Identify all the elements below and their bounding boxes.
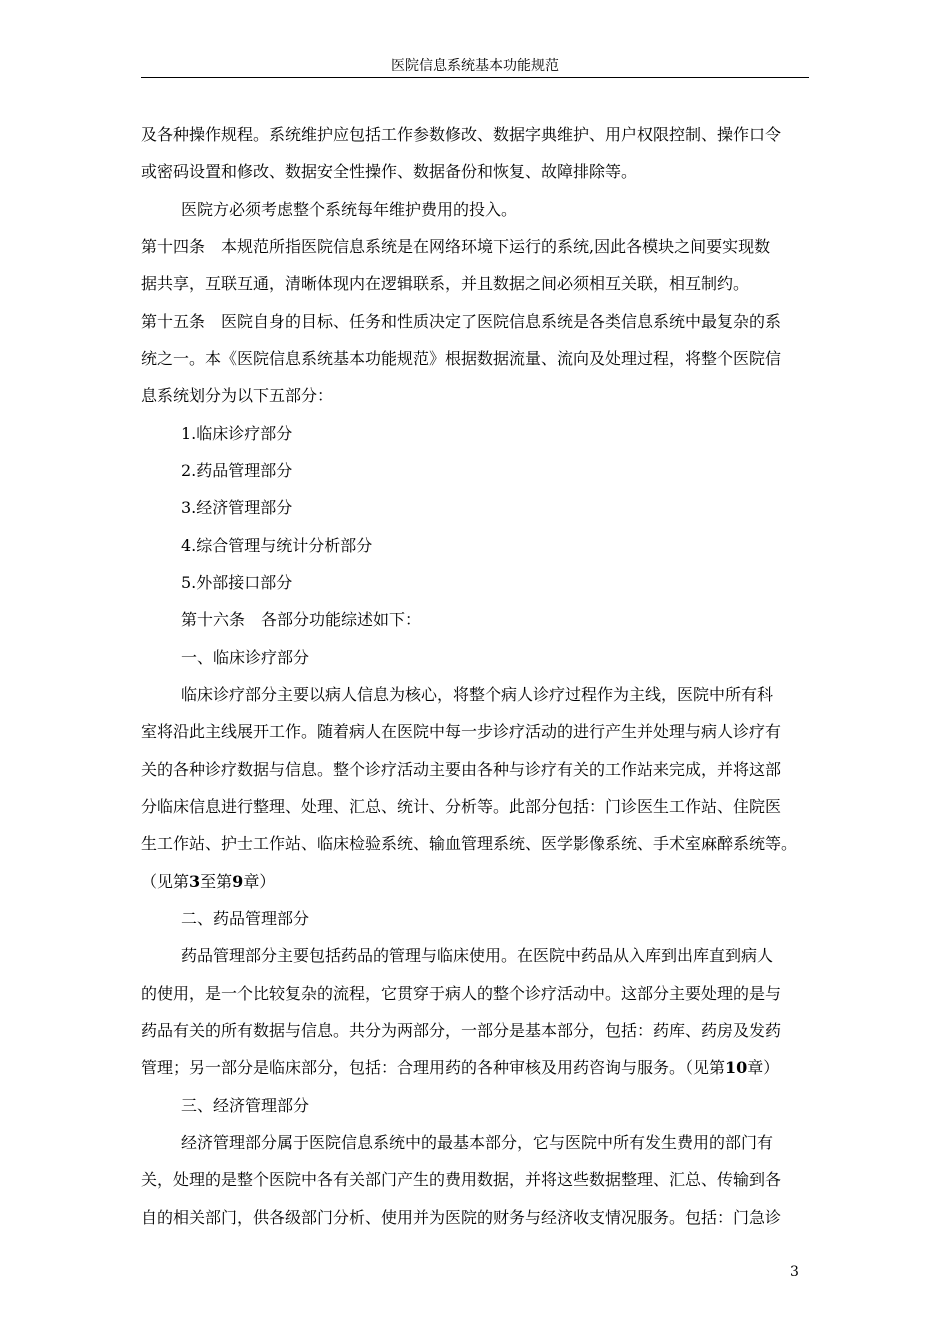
list-item: 4.综合管理与统计分析部分: [181, 536, 373, 555]
section-heading: 三、经济管理部分: [181, 1096, 310, 1115]
running-header: 医院信息系统基本功能规范: [391, 58, 559, 74]
list-item: 3.经济管理部分: [181, 498, 293, 517]
text-line: 分临床信息进行整理、处理、汇总、统计、分析等。此部分包括：门诊医生工作站、住院医: [141, 797, 782, 816]
list-item: 1.临床诊疗部分: [181, 424, 293, 443]
text-line: 关，处理的是整个医院中各有关部门产生的费用数据，并将这些数据整理、汇总、传输到各: [141, 1170, 782, 1189]
list-item: 2.药品管理部分: [181, 461, 293, 480]
section-heading: 二、药品管理部分: [181, 909, 310, 928]
text-line: 据共享，互联互通，清晰体现内在逻辑联系，并且数据之间必须相互关联，相互制约。: [141, 274, 750, 293]
text-line: 统之一。本《医院信息系统基本功能规范》根据数据流量、流向及处理过程，将整个医院信: [141, 349, 782, 368]
text-line: 及各种操作规程。系统维护应包括工作参数修改、数据字典维护、用户权限控制、操作口令: [141, 125, 782, 144]
text-line: 室将沿此主线展开工作。随着病人在医院中每一步诊疗活动的进行产生并处理与病人诊疗有: [141, 722, 782, 741]
text-line: 自的相关部门，供各级部门分析、使用并为医院的财务与经济收支情况服务。包括：门急诊: [141, 1208, 782, 1227]
chapter-reference: （见第3至第9章）: [141, 872, 276, 891]
text-line: 管理；另一部分是临床部分，包括：合理用药的各种审核及用药咨询与服务。（见第10章）: [141, 1058, 780, 1077]
text-line: 息系统划分为以下五部分：: [141, 386, 334, 405]
page-number: 3: [790, 1264, 799, 1280]
section-heading: 一、临床诊疗部分: [181, 648, 310, 667]
text-line: 药品有关的所有数据与信息。共分为两部分，一部分是基本部分，包括：药库、药房及发药: [141, 1021, 782, 1040]
text-line: 关的各种诊疗数据与信息。整个诊疗活动主要由各种与诊疗有关的工作站来完成，并将这部: [141, 760, 782, 779]
header-rule: [141, 77, 809, 78]
text-line: 的使用，是一个比较复杂的流程，它贯穿于病人的整个诊疗活动中。这部分主要处理的是与: [141, 984, 782, 1003]
article-14-line: 第十四条 本规范所指医院信息系统是在网络环境下运行的系统,因此各模块之间要实现数: [141, 237, 771, 256]
article-16-line: 第十六条 各部分功能综述如下：: [181, 610, 422, 629]
text-line: 临床诊疗部分主要以病人信息为核心，将整个病人诊疗过程作为主线，医院中所有科: [181, 685, 774, 704]
article-15-line: 第十五条 医院自身的目标、任务和性质决定了医院信息系统是各类信息系统中最复杂的系: [141, 312, 782, 331]
text-line: 或密码设置和修改、数据安全性操作、数据备份和恢复、故障排除等。: [141, 162, 638, 181]
list-item: 5.外部接口部分: [181, 573, 293, 592]
text-line: 生工作站、护士工作站、临床检验系统、输血管理系统、医学影像系统、手术室麻醉系统等。: [141, 834, 798, 853]
text-line: 医院方必须考虑整个系统每年维护费用的投入。: [181, 200, 518, 219]
text-line: 经济管理部分属于医院信息系统中的最基本部分，它与医院中所有发生费用的部门有: [181, 1133, 774, 1152]
text-line: 药品管理部分主要包括药品的管理与临床使用。在医院中药品从入库到出库直到病人: [181, 946, 774, 965]
